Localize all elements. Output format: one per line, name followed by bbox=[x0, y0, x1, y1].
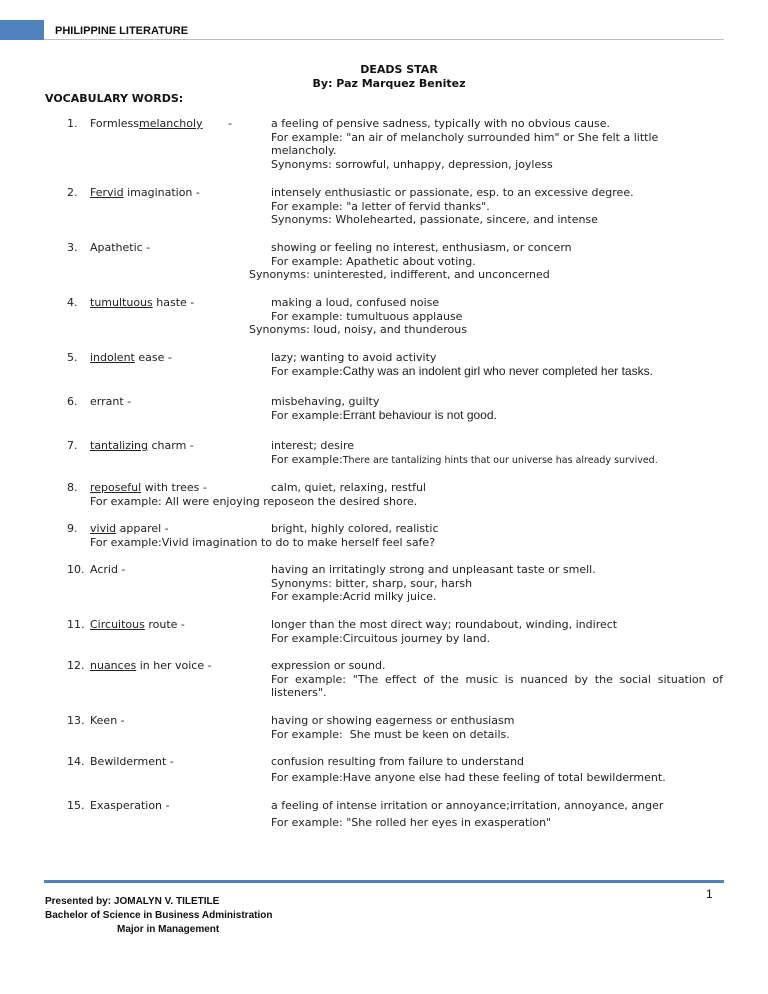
entry-word: nuances in her voice - bbox=[90, 659, 212, 672]
entry-definition: longer than the most direct way; roundabout, winding, indirect For example:Circuitous journey by land. bbox=[271, 618, 618, 645]
header-rule bbox=[44, 39, 724, 40]
entry-number: 3. bbox=[67, 241, 78, 254]
entry-example: For example:Vivid imagination to do to make herself feel safe? bbox=[90, 535, 436, 549]
page-number: 1 bbox=[706, 887, 713, 901]
degree-program: Bachelor of Science in Business Administration bbox=[45, 910, 273, 921]
entry-number: 10. bbox=[67, 563, 85, 576]
entry-definition: lazy; wanting to avoid activity For example:Cathy was an indolent girl who never completed her tasks. bbox=[271, 351, 653, 378]
story-author: By: Paz Marquez Benitez bbox=[312, 77, 466, 90]
entry-number: 4. bbox=[67, 296, 78, 309]
entry-number: 5. bbox=[67, 351, 78, 364]
entry-word: Apathetic - bbox=[90, 241, 151, 254]
entry-number: 15. bbox=[67, 799, 85, 812]
entry-definition: expression or sound. For example: "The effect of the music is nuanced by the social situation of listeners". bbox=[271, 659, 723, 699]
entry-number: 14. bbox=[67, 755, 85, 768]
entry-definition: calm, quiet, relaxing, restful bbox=[271, 481, 426, 494]
entry-definition: bright, highly colored, realistic bbox=[271, 522, 439, 535]
entry-definition: misbehaving, guilty For example:Errant behaviour is not good. bbox=[271, 395, 497, 422]
entry-word: vivid apparel - bbox=[90, 522, 169, 535]
entry-word: Keen - bbox=[90, 714, 125, 727]
entry-number: 9. bbox=[67, 522, 78, 535]
entry-definition: a feeling of intense irritation or annoyance;irritation, annoyance, anger For example: "She rolled her eyes in exasperation" bbox=[271, 799, 664, 829]
entry-word: tumultuous haste - bbox=[90, 296, 195, 309]
entry-example: For example: All were enjoying reposeon the desired shore. bbox=[90, 494, 418, 508]
entry-word: Acrid - bbox=[90, 563, 126, 576]
entry-definition: showing or feeling no interest, enthusiasm, or concern For example: Apathetic about voting. Synonyms: uninterested, indifferent, and unconcerned bbox=[249, 241, 572, 281]
entry-definition: having or showing eagerness or enthusiasm For example: She must be keen on details. bbox=[271, 714, 515, 741]
entry-number: 1. bbox=[67, 117, 78, 130]
entry-word: indolent ease - bbox=[90, 351, 172, 364]
entry-word: errant - bbox=[90, 395, 132, 408]
major-program: Major in Management bbox=[117, 924, 220, 935]
entry-number: 8. bbox=[67, 481, 78, 494]
header-label: PHILIPPINE LITERATURE bbox=[55, 25, 189, 37]
entry-definition: interest; desire For example:There are tantalizing hints that our universe has already survived. bbox=[271, 439, 658, 466]
presented-by: Presented by: JOMALYN V. TILETILE bbox=[45, 896, 220, 907]
entry-definition: having an irritatingly strong and unpleasant taste or smell. Synonyms: bitter, sharp, sour, harsh For example:Acrid milky juice. bbox=[271, 563, 596, 603]
entry-number: 13. bbox=[67, 714, 85, 727]
entry-number: 6. bbox=[67, 395, 78, 408]
entry-definition: a feeling of pensive sadness, typically with no obvious cause. For example: "an air of melancholy surrounded him" or She felt a little melancholy. Synonyms: sorrowful, unhappy, depression, joyless bbox=[271, 117, 659, 171]
entry-definition: confusion resulting from failure to understand For example:Have anyone else had these feeling of total bewilderment. bbox=[271, 755, 666, 784]
entry-number: 2. bbox=[67, 186, 78, 199]
entry-word: Exasperation - bbox=[90, 799, 170, 812]
entry-word: reposeful with trees - bbox=[90, 481, 207, 494]
story-title: DEADS STAR bbox=[360, 63, 438, 76]
entry-dash: - bbox=[228, 117, 232, 130]
entry-word: Circuitous route - bbox=[90, 618, 185, 631]
entry-word: Formlessmelancholy bbox=[90, 117, 203, 130]
entry-definition: making a loud, confused noise For example: tumultuous applause Synonyms: loud, noisy, and thunderous bbox=[249, 296, 467, 336]
entry-number: 11. bbox=[67, 618, 85, 631]
vocabulary-heading: VOCABULARY WORDS: bbox=[45, 92, 184, 105]
header-accent-bar bbox=[0, 20, 44, 40]
entry-word: tantalizing charm - bbox=[90, 439, 194, 452]
entry-word: Fervid imagination - bbox=[90, 186, 200, 199]
footer-rule bbox=[44, 880, 724, 883]
entry-definition: intensely enthusiastic or passionate, esp. to an excessive degree. For example: "a letter of fervid thanks". Synonyms: Wholehearted, passionate, sincere, and intense bbox=[271, 186, 634, 226]
entry-word: Bewilderment - bbox=[90, 755, 174, 768]
entry-number: 12. bbox=[67, 659, 85, 672]
entry-number: 7. bbox=[67, 439, 78, 452]
